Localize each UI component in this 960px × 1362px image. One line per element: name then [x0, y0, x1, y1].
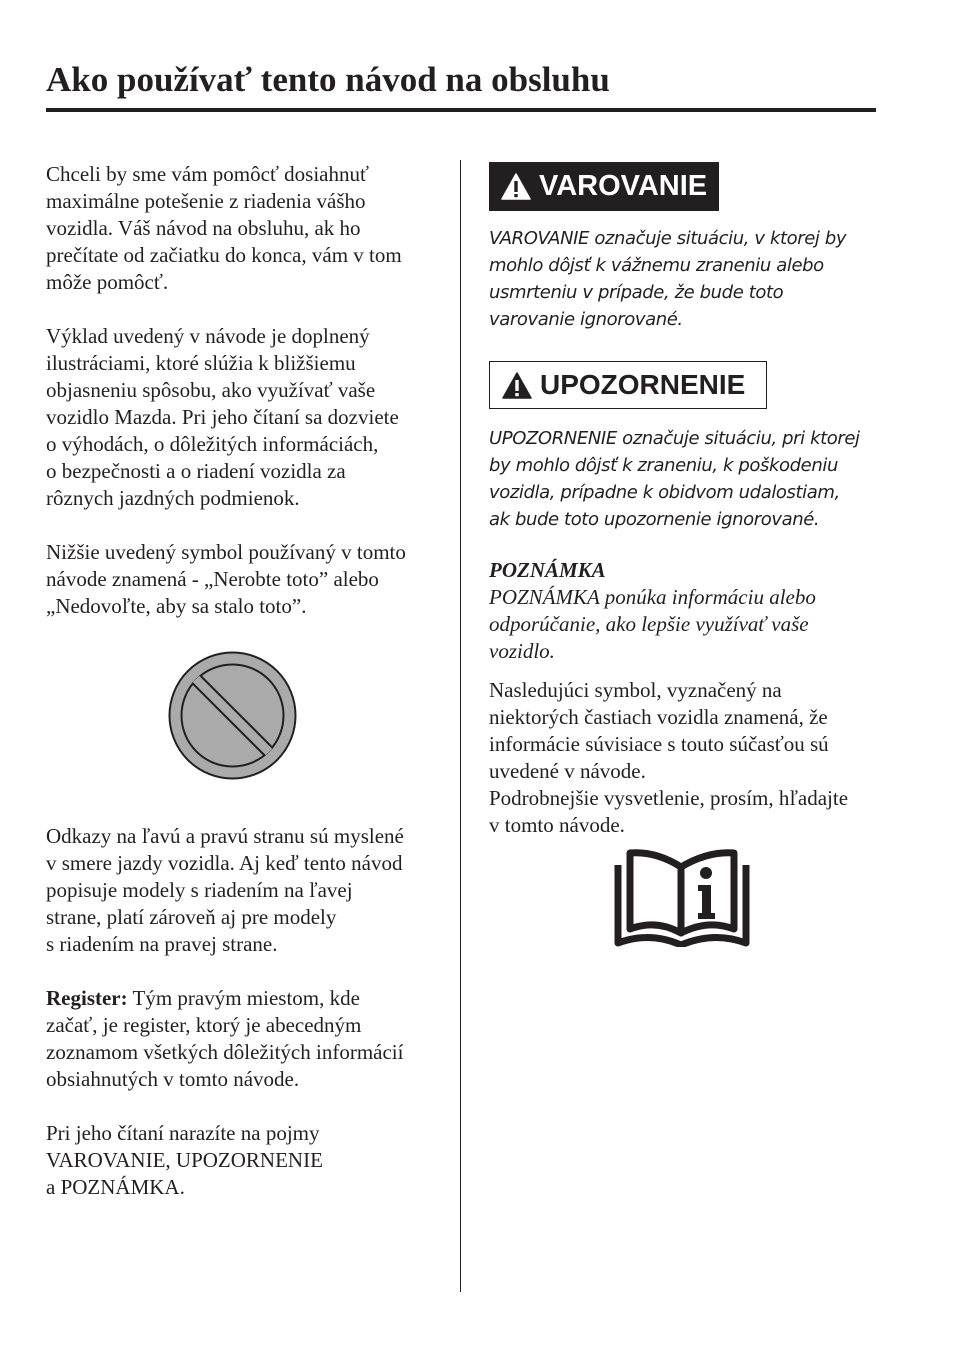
warning-label: VAROVANIE [539, 170, 708, 202]
explanation-paragraph: Výklad uvedený v návode je doplnený ilustráciami, ktoré slúžia k bližšiemu objasneniu spôsobu, ako využívať vaše vozidlo Mazda. Pri jeho čítaní sa dozviete o výhodách, o dôležitých informáciách, o bezpečnosti a o riadení vozidla za rôznych jazdných podmienok. [46, 324, 399, 510]
info-book-icon [614, 847, 750, 947]
symbol-paragraph: Nasledujúci symbol, vyznačený na niektorých častiach vozidla znamená, že informácie súvisiace s touto súčasťou sú uvedené v návode. Podrobnejšie vysvetlenie, prosím, hľadajte v tomto návode. [489, 678, 849, 837]
column-divider [460, 160, 461, 1292]
note-text: POZNÁMKA ponúka informáciu alebo odporúčanie, ako lepšie využívať vaše vozidlo. [489, 585, 816, 663]
register-text: Tým pravým miestom, kde začať, je register, ktorý je abecedným zoznamom všetkých dôležitých informácií obsiahnutých v tomto návode. [46, 986, 404, 1091]
warning-triangle-icon [501, 173, 531, 200]
title-rule [46, 108, 876, 112]
caution-triangle-icon [502, 372, 532, 399]
page-title: Ako používať tento návod na obsluhu [46, 60, 610, 99]
caution-text: UPOZORNENIE označuje situáciu, pri ktorej by mohlo dôjsť k zraneniu, k poškodeniu vozidla, prípadne k obidvom udalostiam, ak bude toto upozornenie ignorované. [489, 428, 860, 530]
caution-label: UPOZORNENIE [540, 369, 746, 400]
prohibition-icon [166, 649, 299, 782]
warning-text: VAROVANIE označuje situáciu, v ktorej by mohlo dôjsť k vážnemu zraneniu alebo usmrteniu v prípade, že bude toto varovanie ignorované. [489, 228, 847, 330]
intro-paragraph: Chceli by sme vám pomôcť dosiahnuť maximálne potešenie z riadenia vášho vozidla. Váš návod na obsluhu, ak ho prečítate od začiatku do konca, vám v tom môže pomôcť. [46, 162, 402, 294]
direction-note-paragraph: Odkazy na ľavú a pravú stranu sú myslené v smere jazdy vozidla. Aj keď tento návod popisuje modely s riadením na ľavej strane, platí zároveň aj pre modely s riadením na pravej strane. [46, 824, 404, 956]
note-label: POZNÁMKA [489, 558, 606, 582]
symbol-note-paragraph: Nižšie uvedený symbol používaný v tomto návode znamená - „Nerobte toto” alebo „Nedovoľte, aby sa stalo toto”. [46, 540, 406, 618]
caution-heading-box [489, 361, 767, 409]
terms-note-paragraph: Pri jeho čítaní narazíte na pojmy VAROVANIE, UPOZORNENIE a POZNÁMKA. [46, 1121, 323, 1199]
register-paragraph [46, 985, 446, 1093]
warning-heading-box [489, 162, 719, 211]
register-label: Register: [46, 986, 128, 1010]
